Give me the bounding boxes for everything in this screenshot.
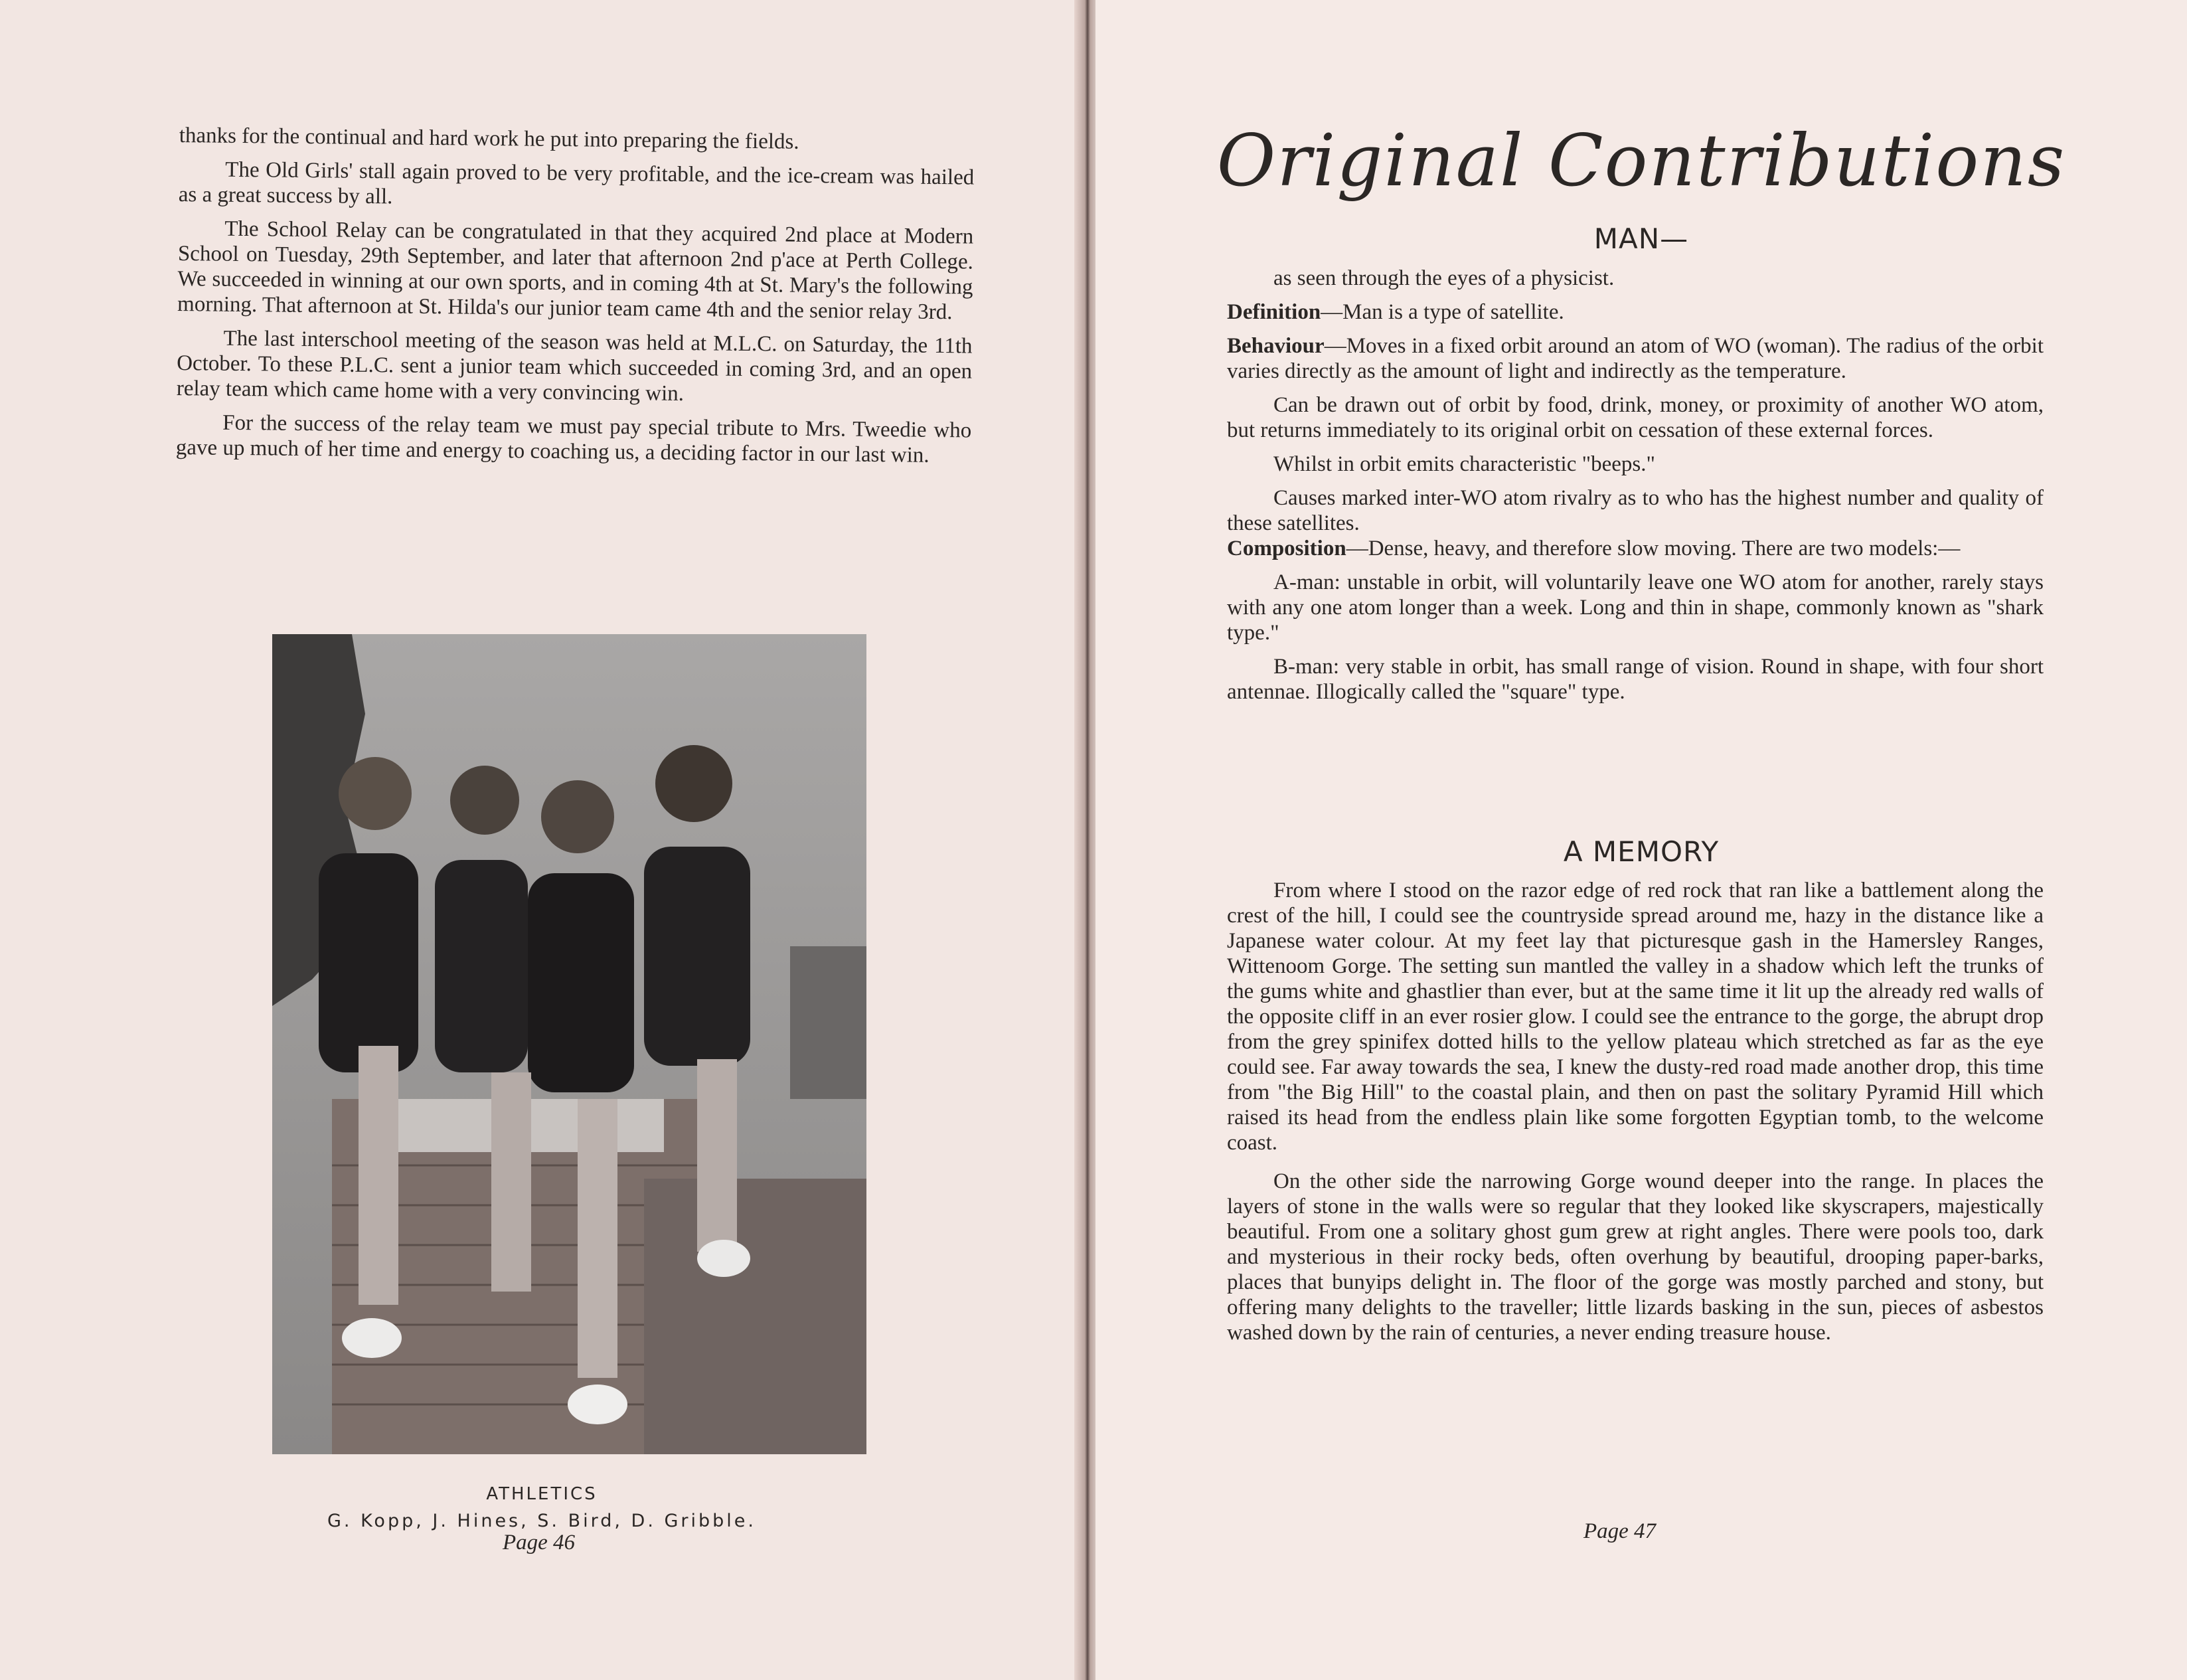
athletics-photo	[272, 634, 866, 1454]
memory-paragraph-1: From where I stood on the razor edge of red rock that ran like a battlement along the crest of the hill, I could see the countryside spread around me, hazy in the distance like a Japanese water colour. At my feet lay that picturesque gash in the Hamersley Ranges, Wittenoom Gorge. The setting sun mantled the valley in a shadow which left the trunks of the gums white and ghastlier than ever, but at the same time it lit up the already red walls of the opposite cliff in an ever rosier glow. I could see the entrance to the gorge, the abrupt drop from the grey spinifex dotted hills to the yellow plateau which stretched as far as the eye could see. Far away towards the sea, I knew the dusty-red road made another drop, this time from "the Big Hill" to the coastal plain, and then on past the solitary Pyramid Hill which raised its head from the endless plain like some forgotten Egyptian tomb, to the welcome coast.	[1227, 879, 2044, 1155]
background-building	[790, 946, 866, 1099]
beeps-paragraph: Whilst in orbit emits characteristic "beeps."	[1273, 452, 1655, 476]
left-text-column	[176, 123, 975, 477]
left-paragraph-2: The Old Girls' stall again proved to be very profitable, and the ice-cream was hailed as a great success by all.	[178, 157, 975, 209]
left-paragraph-3: The School Relay can be congratulated in that they acquired 2nd place at Modern School on Tuesday, 29th September, and later that afternoon 2nd p'ace at Perth College. We succeeded in winning at our own sports, and in coming 4th at St. Mary's the following morning. That afternoon at St. Hilda's our junior team came 4th and the senior relay 3rd.	[177, 216, 974, 325]
left-paragraph-1: thanks for the continual and hard work he put into preparing the fields.	[179, 123, 799, 154]
behaviour-paragraph	[1227, 333, 2044, 384]
definition-text: —Man is a type of satellite.	[1321, 300, 1564, 324]
memory-text-column	[1227, 878, 2044, 1354]
b-man-paragraph: B-man: very stable in orbit, has small range of vision. Round in shape, with four short antennae. Illogically called the "square" type.	[1227, 655, 2044, 704]
steps	[644, 1179, 866, 1454]
drawn-paragraph: Can be drawn out of orbit by food, drink, money, or proximity of another WO atom, but returns immediately to its original orbit on cessation of these external forces.	[1227, 393, 2044, 442]
composition-text: —Dense, heavy, and therefore slow moving. There are two models:—	[1346, 537, 1961, 560]
a-man-paragraph: A-man: unstable in orbit, will voluntarily leave one WO atom for another, rarely stays with any one atom longer than a week. Long and thin in shape, commonly known as "shark type."	[1227, 570, 2044, 645]
main-title: Original Contributions	[1216, 120, 2066, 203]
photo-caption-title: ATHLETICS	[486, 1484, 598, 1504]
section-heading-man: MAN—	[1593, 222, 1689, 255]
right-page-number: Page 47	[1583, 1519, 1657, 1543]
behaviour-term: Behaviour	[1227, 334, 1325, 358]
right-page	[1095, 0, 2187, 1680]
rivalry-paragraph: Causes marked inter-WO atom rivalry as to who has the highest number and quality of these satellites.	[1227, 486, 2044, 535]
composition-paragraph	[1227, 536, 2044, 561]
definition-paragraph	[1227, 299, 2044, 325]
left-page	[0, 0, 1084, 1680]
section-heading-memory: A MEMORY	[1563, 835, 1720, 868]
left-paragraph-4: The last interschool meeting of the season was held at M.L.C. on Saturday, the 11th October. To these P.L.C. sent a junior team which succeeded in coming 3rd, and an open relay team which came home with a very convincing win.	[176, 326, 973, 406]
right-text-column	[1227, 266, 2044, 713]
behaviour-text: —Moves in a fixed orbit around an atom of WO (woman). The radius of the orbit varies directly as the amount of light and indirectly as the temperature.	[1227, 334, 2044, 383]
man-subtitle: as seen through the eyes of a physicist.	[1273, 266, 1615, 290]
left-paragraph-5: For the success of the relay team we must pay special tribute to Mrs. Tweedie who gave up much of her time and energy to coaching us, a deciding factor in our last win.	[175, 410, 972, 467]
memory-paragraph-2: On the other side the narrowing Gorge wound deeper into the range. In places the layers of stone in the walls were so regular that they looked like skyscrapers, majestically beautiful. From one a solitary ghost gum grew at right angles. There were pools too, dark and mysterious in their rocky beds, often overhung by beautiful, drooping paper-barks, places that bunyips delight in. The floor of the gorge was mostly parched and stony, but offering many delights to the traveller; little lizards basking in the sun, pieces of asbestos washed down by the rain of centuries, a never ending treasure house.	[1227, 1169, 2044, 1345]
athletics-photo-drawing	[272, 634, 866, 1454]
definition-term: Definition	[1227, 300, 1321, 324]
composition-term: Composition	[1227, 537, 1346, 560]
left-page-number: Page 46	[503, 1531, 576, 1554]
photo-caption-names: G. Kopp, J. Hines, S. Bird, D. Gribble.	[327, 1511, 756, 1531]
